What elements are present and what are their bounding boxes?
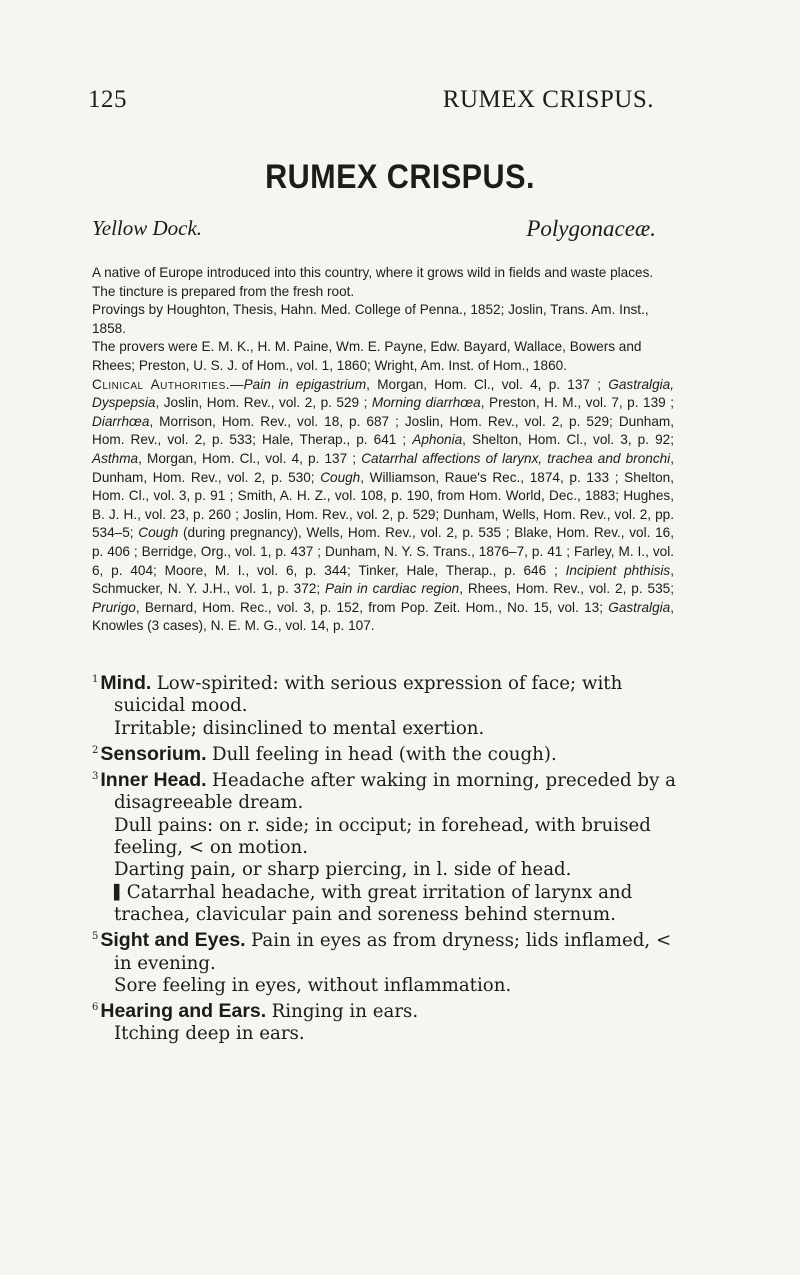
section-number: 5: [92, 931, 99, 943]
section-number: 2: [92, 744, 99, 756]
clinical-authorities: [92, 376, 674, 636]
symptom-text: Low-spirited: with serious expression of face; with suicidal mood.: [114, 673, 623, 717]
citation-text: , Dunham, Hom. Rev., vol. 2, p. 530;: [92, 450, 674, 485]
citation-text: , Schmucker, N. Y. J.H., vol. 1, p. 372;: [92, 562, 674, 597]
symptom-text: Irritable; disinclined to mental exertion.: [114, 717, 485, 739]
citation-text: , Morgan, Hom. Cl., vol. 4, p. 137 ;: [366, 376, 609, 392]
condition-name: Catarrhal affections of larynx, trachea and bronchi: [361, 450, 671, 466]
symptom-sections: [92, 669, 692, 1046]
plant-family: Polygonaceæ.: [526, 216, 656, 241]
citation-text: , Williamson, Raue's Rec., 1874, p. 133 ; Shelton, Hom. Cl., vol. 3, p. 91 ; Smith, A. H. Z., vol. 108, p. 190, from Hom. World, Dec., 1883; Hughes, B. J. H., vol. 23, p. 260 ; Joslin, Hom. Rev., vol. 2, p. 529; Dunham, Wells, Hom. Rev., vol. 2, pp. 534–5;: [92, 469, 675, 541]
section-number: 3: [92, 771, 99, 783]
citation-text: , Morrison, Hom. Rev., vol. 18, p. 687 ; Joslin, Hom. Rev., vol. 2, p. 529; Dunham, Hom. Rev., vol. 2, p. 533; Hale, Therap., p. 641 ;: [92, 413, 674, 448]
citation-text: , Bernard, Hom. Rec., vol. 3, p. 152, from Pop. Zeit. Hom., No. 15, vol. 13;: [135, 599, 609, 615]
intro-block: [92, 264, 674, 636]
symptom-line: [92, 1023, 692, 1045]
condition-name: Gastralgia, Dyspepsia: [92, 376, 674, 411]
marker-glyph: ▌: [114, 884, 125, 901]
condition-name: Cough: [320, 469, 361, 485]
authorities-text: [92, 377, 674, 634]
symptom-line: [92, 859, 692, 881]
section-heading: Mind.: [100, 672, 157, 694]
symptom-text: Dull feeling in head (with the cough).: [212, 743, 557, 765]
section-heading: Hearing and Ears.: [100, 1000, 272, 1023]
symptom-line: [92, 815, 692, 860]
condition-name: Asthma: [92, 450, 139, 466]
citation-text: , Morgan, Hom. Cl., vol. 4, p. 137 ;: [138, 450, 362, 466]
symptom-line: [92, 975, 692, 997]
citation-text: , Rhees, Hom. Rev., vol. 2, p. 535;: [459, 581, 674, 597]
section-entry: [92, 766, 692, 815]
running-title: RUMEX CRISPUS.: [442, 86, 654, 113]
section-number: 6: [92, 1002, 99, 1014]
running-head: [88, 86, 654, 114]
section-entry: [92, 669, 692, 718]
common-name: Yellow Dock.: [92, 216, 203, 240]
intro-paragraph: Provings by Houghton, Thesis, Hahn. Med. College of Penna., 1852; Joslin, Trans. Am. Inst., 1858.: [92, 302, 649, 336]
page-number: 125: [88, 86, 127, 113]
intro-paragraph: The tincture is prepared from the fresh root.: [92, 283, 355, 299]
symptom-text: Pain in eyes as from dryness; lids inflamed, < in evening.: [114, 930, 672, 974]
symptom-text: Catarrhal headache, with great irritation of larynx and trachea, clavicular pain and soreness behind sternum.: [114, 881, 633, 925]
page-title: RUMEX CRISPUS.: [265, 158, 535, 196]
section-entry: [92, 740, 692, 766]
citation-text: , Shelton, Hom. Cl., vol. 3, p. 92;: [462, 432, 674, 448]
intro-paragraph: A native of Europe introduced into this country, where it grows wild in fields and waste places.: [92, 265, 654, 280]
symptom-text: Ringing in ears.: [271, 1001, 419, 1023]
condition-name: Pain in epigastrium: [243, 376, 367, 392]
symptom-text: Darting pain, or sharp piercing, in l. side of head.: [114, 859, 572, 881]
citation-text: (during pregnancy), Wells, Hom. Rev., vol. 2, p. 535 ; Blake, Hom. Rev., vol. 16, p. 406 ; Berridge, Org., vol. 1, p. 437 ; Dunham, N. Y. S. Trans., 1876–7, p. 41 ; Farley, M. I., vol. 6, p. 404; Moore, M. I., vol. 6, p. 344; Tinker, Hale, Therap., p. 646 ;: [92, 525, 674, 578]
symptom-text: Itching deep in ears.: [114, 1023, 305, 1045]
section-heading: Inner Head.: [100, 769, 212, 792]
section-entry: [92, 926, 692, 975]
citation-text: , Preston, H. M., vol. 7, p. 139 ;: [480, 395, 674, 411]
citation-text: , Joslin, Hom. Rev., vol. 2, p. 529 ;: [155, 395, 372, 411]
section-entry: [92, 997, 692, 1023]
condition-name: Incipient phthisis: [565, 562, 671, 578]
condition-name: Pain in cardiac region: [325, 581, 460, 597]
subhead: [92, 216, 656, 242]
symptom-text: Sore feeling in eyes, without inflammation.: [114, 974, 512, 996]
section-heading: Sensorium.: [100, 742, 212, 765]
intro-paragraph: The provers were E. M. K., H. M. Paine, Wm. E. Payne, Edw. Bayard, Wallace, Bowers and Rhees; Preston, U. S. J. of Hom., vol. 1, 1860; Wright, Am. Inst. of Hom., 1860.: [92, 339, 642, 373]
symptom-line: [92, 882, 692, 927]
symptom-line: [92, 718, 692, 740]
condition-name: Cough: [138, 525, 179, 541]
citation-text: —: [230, 376, 244, 392]
condition-name: Aphonia: [412, 432, 463, 448]
condition-name: Diarrhœa: [92, 413, 150, 429]
section-number: 1: [92, 674, 99, 685]
section-heading: Sight and Eyes.: [100, 929, 251, 952]
symptom-text: Headache after waking in morning, preceded by a disagreeable dream.: [114, 770, 676, 814]
symptom-text: Dull pains: on r. side; in occiput; in forehead, with bruised feeling, < on motion.: [114, 814, 651, 859]
condition-name: Prurigo: [92, 599, 136, 615]
condition-name: Morning diarrhœa: [371, 395, 481, 411]
citation-text: , Knowles (3 cases), N. E. M. G., vol. 14, p. 107.: [92, 599, 674, 634]
condition-name: Gastralgia: [608, 599, 671, 615]
authorities-label: Clinical Authorities.: [92, 376, 231, 392]
